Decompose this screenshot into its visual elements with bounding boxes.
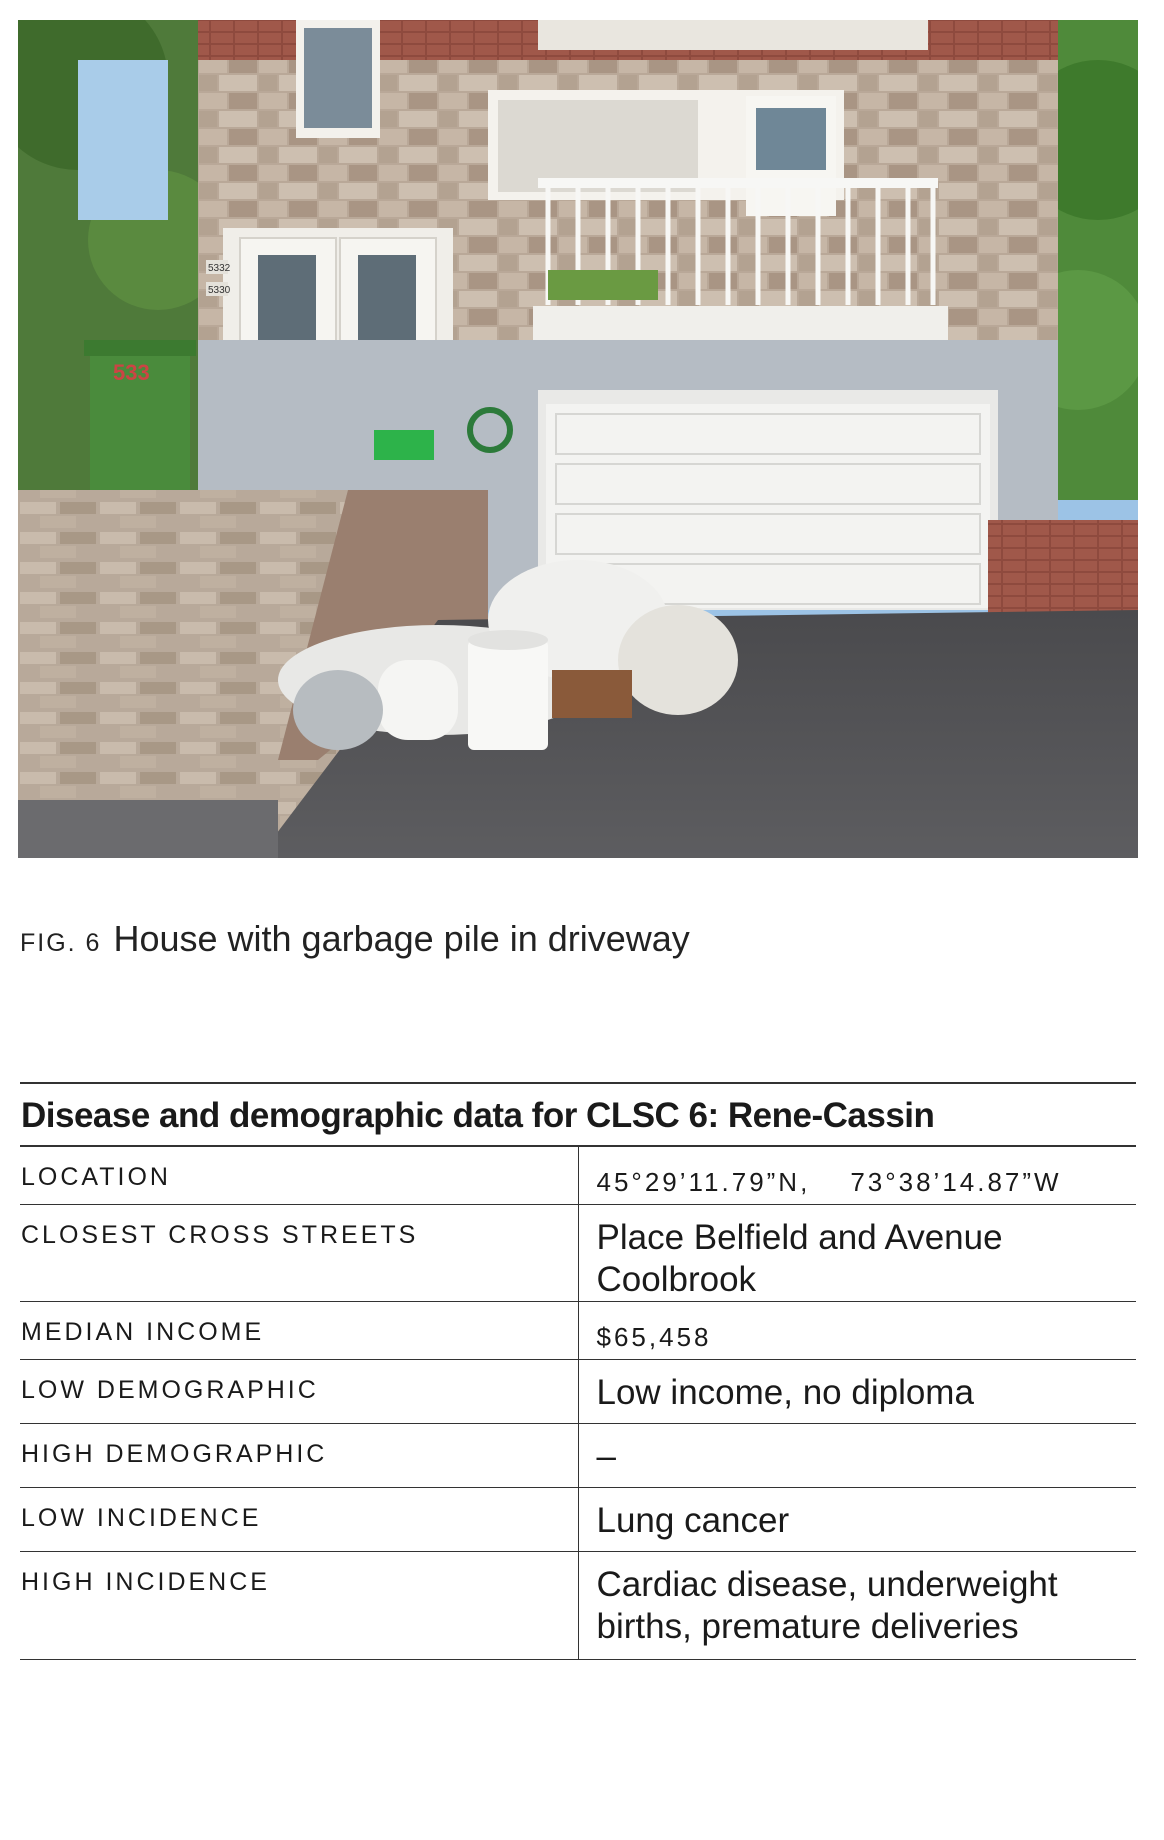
row-value: Place Belfield and Avenue Coolbrook	[578, 1204, 1136, 1301]
row-value: Lung cancer	[578, 1487, 1136, 1551]
row-label: LOCATION	[20, 1146, 578, 1204]
row-label: HIGH DEMOGRAPHIC	[20, 1423, 578, 1487]
row-value: Cardiac disease, underweight births, premature deliveries	[578, 1551, 1136, 1659]
figure-caption-text: House with garbage pile in driveway	[113, 918, 690, 959]
table-title: Disease and demographic data for CLSC 6: Rene-Cassin	[20, 1083, 1136, 1146]
row-label: CLOSEST CROSS STREETS	[20, 1204, 578, 1301]
table-row	[20, 1359, 1136, 1423]
row-label: LOW INCIDENCE	[20, 1487, 578, 1551]
row-label: LOW DEMOGRAPHIC	[20, 1359, 578, 1423]
figure-caption	[20, 918, 690, 960]
row-value: $65,458	[578, 1301, 1136, 1359]
row-label: MEDIAN INCOME	[20, 1301, 578, 1359]
table-row	[20, 1204, 1136, 1301]
figure-number: FIG. 6	[20, 929, 102, 957]
row-label: HIGH INCIDENCE	[20, 1551, 578, 1659]
row-value: –	[578, 1423, 1136, 1487]
table-row	[20, 1487, 1136, 1551]
longitude: 73°38’14.87”W	[850, 1167, 1062, 1197]
house-number-upper: 5332	[208, 263, 231, 274]
row-value: Low income, no diploma	[578, 1359, 1136, 1423]
demographic-data-table	[20, 1082, 1136, 1660]
row-value-location	[578, 1146, 1136, 1204]
house-photo	[18, 20, 1138, 858]
house-number-lower: 5330	[208, 285, 231, 296]
table-row	[20, 1423, 1136, 1487]
bin-number: 533	[113, 360, 150, 385]
table-row-location	[20, 1146, 1136, 1204]
table-row	[20, 1301, 1136, 1359]
latitude: 45°29’11.79”N,	[596, 1167, 811, 1197]
table-row	[20, 1551, 1136, 1659]
